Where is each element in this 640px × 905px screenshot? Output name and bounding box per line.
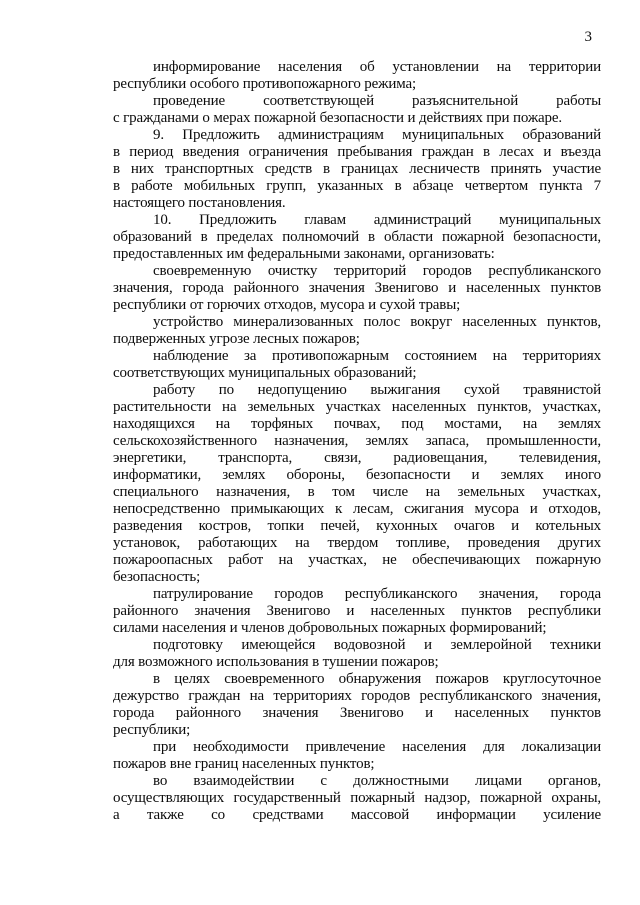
paragraph xyxy=(113,263,601,314)
text-line: находящихся на торфяных почвах, под мостами, на землях xyxy=(113,416,601,432)
paragraph xyxy=(113,739,601,773)
text-line: специального назначения, в том числе на земельных участках, xyxy=(113,484,601,500)
text-line: республики от горючих отходов, мусора и сухой травы; xyxy=(113,297,461,313)
paragraph xyxy=(113,127,601,212)
text-line: в период введения ограничения пребывания граждан в лесах и въезда xyxy=(113,144,601,160)
text-line: пожаров вне границ населенных пунктов; xyxy=(113,756,375,772)
text-line: подверженных угрозе лесных пожаров; xyxy=(113,331,360,347)
text-line: в них транспортных средств в границах лесничеств принять участие xyxy=(113,161,601,177)
text-line: пожароопасных работ на участках, не обеспечивающих пожарную xyxy=(113,552,601,568)
paragraph xyxy=(113,671,601,739)
text-line: сельскохозяйственного назначения, землях запаса, промышленности, xyxy=(113,433,601,449)
paragraph xyxy=(113,212,601,263)
text-line: подготовку имеющейся водовозной и землеройной техники xyxy=(153,637,601,653)
text-line: 10. Предложить главам администраций муниципальных xyxy=(153,212,601,228)
text-line: соответствующих муниципальных образований; xyxy=(113,365,417,381)
text-line: информатики, землях обороны, безопасности и землях иного xyxy=(113,467,601,483)
paragraph xyxy=(113,93,601,127)
text-line: непосредственно примыкающих к лесам, сжигания мусора и отходов, xyxy=(113,501,601,517)
text-line: информирование населения об установлении на территории xyxy=(153,59,601,75)
text-line: установок, работающих на твердом топливе, проведения других xyxy=(113,535,601,551)
text-line: значения, города районного значения Звенигово и населенных пунктов xyxy=(113,280,601,296)
text-line: разведения костров, топки печей, кухонных очагов и котельных xyxy=(113,518,601,534)
paragraph xyxy=(113,773,601,824)
text-line: районного значения Звенигово и населенных пунктов республики xyxy=(113,603,601,619)
text-line: образований в пределах полномочий в области пожарной безопасности, xyxy=(113,229,601,245)
text-line: для возможного использования в тушении пожаров; xyxy=(113,654,439,670)
text-line: 9. Предложить администрациям муниципальных образований xyxy=(153,127,601,143)
text-line: города районного значения Звенигово и населенных пунктов xyxy=(113,705,601,721)
text-line: в работе мобильных групп, указанных в абзаце четвертом пункта 7 xyxy=(113,178,601,194)
text-line: растительности на земельных участках населенных пунктов, участках, xyxy=(113,399,601,415)
text-line: республики; xyxy=(113,722,191,738)
paragraph xyxy=(113,382,601,586)
text-line: при необходимости привлечение населения для локализации xyxy=(153,739,601,755)
text-line: а также со средствами массовой информации усиление xyxy=(113,807,601,823)
text-line: наблюдение за противопожарным состоянием на территориях xyxy=(153,348,601,364)
text-line: работу по недопущению выжигания сухой травянистой xyxy=(153,382,601,398)
text-line: патрулирование городов республиканского значения, города xyxy=(153,586,601,602)
paragraph xyxy=(113,586,601,637)
text-line: с гражданами о мерах пожарной безопасности и действиях при пожаре. xyxy=(113,110,563,126)
text-line: силами населения и членов добровольных пожарных формирований; xyxy=(113,620,547,636)
document-body xyxy=(113,59,601,824)
text-line: осуществляющих государственный пожарный надзор, пожарной охраны, xyxy=(113,790,601,806)
paragraph xyxy=(113,59,601,93)
paragraph xyxy=(113,314,601,348)
text-line: энергетики, транспорта, связи, радиовещания, телевидения, xyxy=(113,450,601,466)
text-line: устройство минерализованных полос вокруг населенных пунктов, xyxy=(153,314,601,330)
text-line: республики особого противопожарного режима; xyxy=(113,76,416,92)
page-number: 3 xyxy=(584,29,592,45)
text-line: в целях своевременного обнаружения пожаров круглосуточное xyxy=(153,671,601,687)
text-line: во взаимодействии с должностными лицами органов, xyxy=(153,773,601,789)
text-line: настоящего постановления. xyxy=(113,195,286,211)
paragraph xyxy=(113,637,601,671)
paragraph xyxy=(113,348,601,382)
text-line: безопасность; xyxy=(113,569,201,585)
text-line: предоставленных им федеральными законами, организовать: xyxy=(113,246,495,262)
text-line: проведение соответствующей разъяснительной работы xyxy=(153,93,601,109)
text-line: своевременную очистку территорий городов республиканского xyxy=(153,263,601,279)
text-line: дежурство граждан на территориях городов республиканского значения, xyxy=(113,688,601,704)
